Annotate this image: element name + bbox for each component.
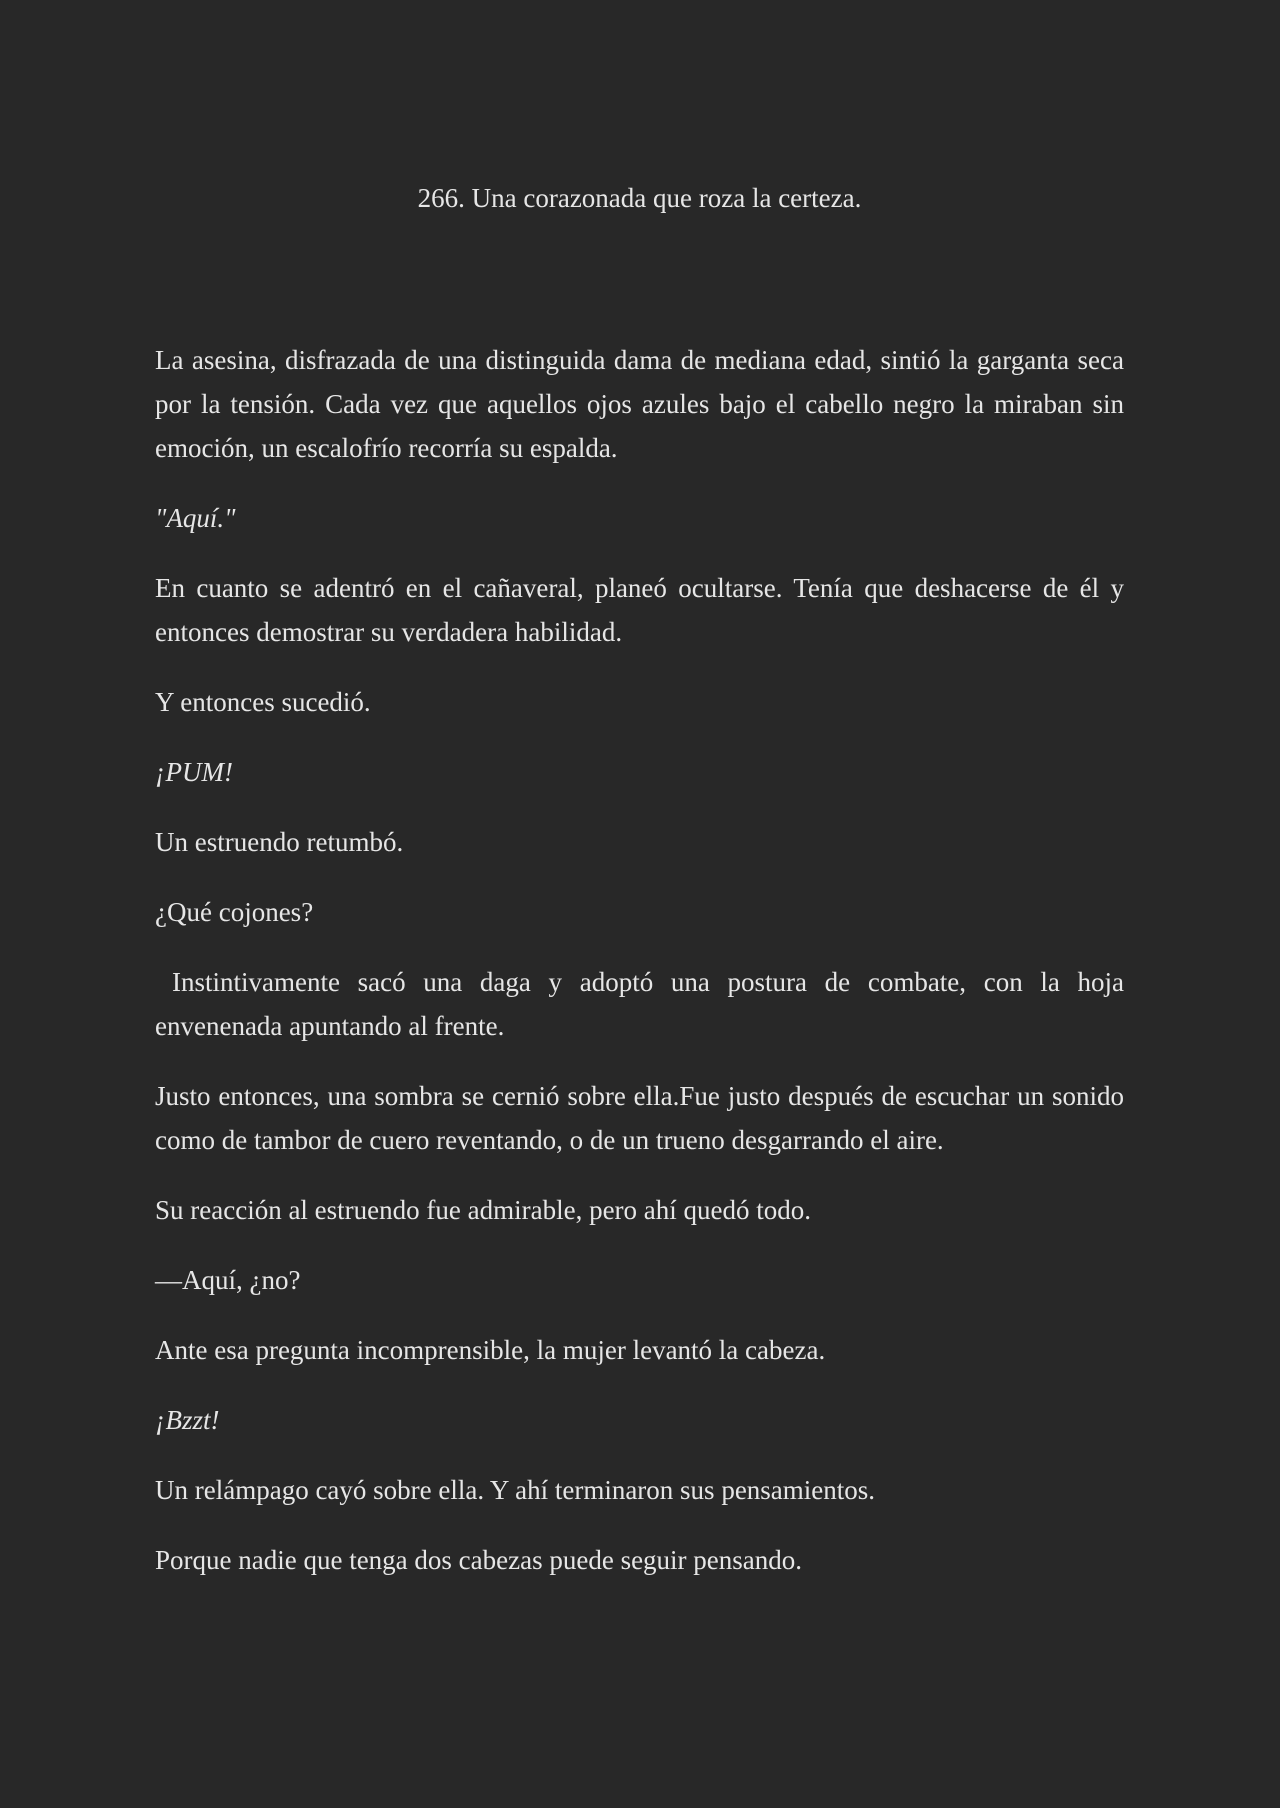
paragraph: Un relámpago cayó sobre ella. Y ahí terminaron sus pensamientos. [155, 1475, 876, 1505]
paragraph: Ante esa pregunta incomprensible, la mujer levantó la cabeza. [155, 1335, 826, 1365]
paragraph: Justo entonces, una sombra se cernió sobre ella.Fue justo después de escuchar un sonido como de tambor de cuero reventando, o de un trueno desgarrando el aire. [155, 1081, 1124, 1155]
paragraph-thought: "Aquí." [155, 503, 236, 533]
reader-page [155, 0, 1124, 1608]
paragraph: ¿Qué cojones? [155, 897, 314, 927]
paragraph: En cuanto se adentró en el cañaveral, planeó ocultarse. Tenía que deshacerse de él y entonces demostrar su verdadera habilidad. [155, 573, 1124, 647]
chapter-body [155, 220, 1124, 1582]
paragraph: Porque nadie que tenga dos cabezas puede seguir pensando. [155, 1545, 803, 1575]
paragraph-sound-effect: ¡Bzzt! [155, 1405, 220, 1435]
paragraph: Su reacción al estruendo fue admirable, pero ahí quedó todo. [155, 1195, 812, 1225]
chapter-title: 266. Una corazonada que roza la certeza. [417, 183, 862, 213]
paragraph: La asesina, disfrazada de una distinguida dama de mediana edad, sintió la garganta seca por la tensión. Cada vez que aquellos ojos azules bajo el cabello negro la miraban sin emoción, un escalofrío recorría su espalda. [155, 345, 1124, 463]
paragraph-dialogue: —Aquí, ¿no? [155, 1265, 301, 1295]
paragraph-sound-effect: ¡PUM! [155, 757, 233, 787]
paragraph: Un estruendo retumbó. [155, 827, 404, 857]
paragraph: Instintivamente sacó una daga y adoptó una postura de combate, con la hoja envenenada apuntando al frente. [155, 967, 1124, 1041]
paragraph: Y entonces sucedió. [155, 687, 371, 717]
